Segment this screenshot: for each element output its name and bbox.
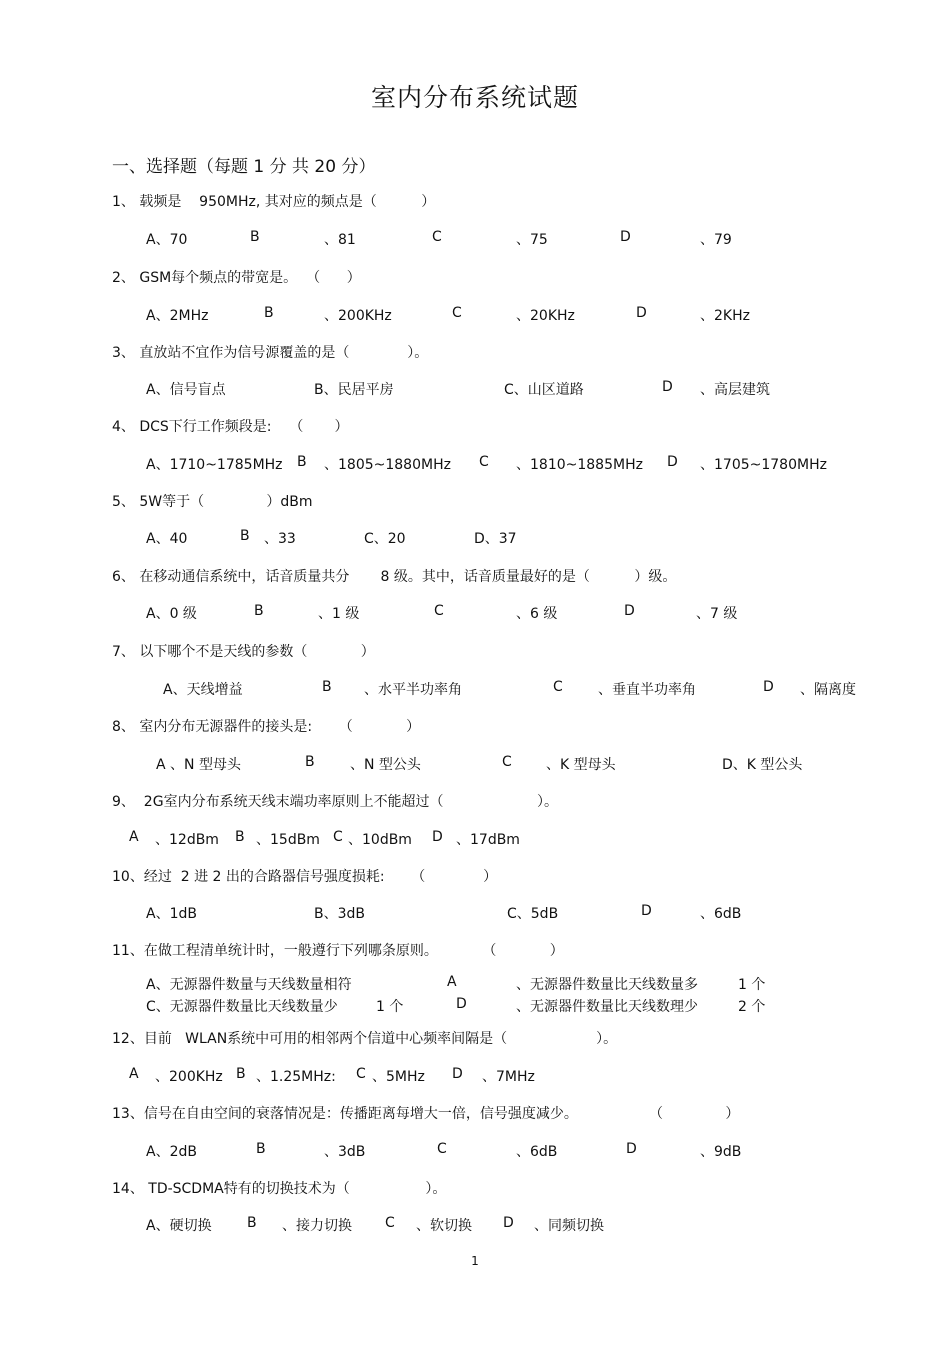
option: B、民居平房 — [314, 382, 394, 398]
option: 、水平半功率角 — [364, 682, 462, 698]
option: A、天线增益 — [163, 682, 243, 698]
option: 、3dB — [324, 1144, 366, 1160]
option: A — [129, 1066, 139, 1082]
option: C — [479, 454, 489, 470]
option: A、40 — [146, 531, 188, 547]
option: 、75 — [516, 232, 548, 248]
option: 、1.25MHz: — [256, 1069, 336, 1085]
option: A、2MHz — [146, 308, 209, 324]
option: 、33 — [264, 531, 296, 547]
option: C — [385, 1215, 395, 1231]
option: D — [763, 679, 774, 695]
question-text: 13、信号在自由空间的衰落情况是：传播距离每增大一倍，信号强度减少。 （ ） — [112, 1106, 740, 1122]
option: A、信号盲点 — [146, 382, 226, 398]
option: D、K 型公头 — [722, 757, 803, 773]
question-text: 3、 直放站不宜作为信号源覆盖的是（ ）。 — [112, 345, 429, 361]
option: B — [305, 754, 315, 770]
option: B — [250, 229, 260, 245]
option: C — [432, 229, 442, 245]
option: 、无源器件数量比天线数量多 — [516, 977, 698, 993]
option: 、1810~1885MHz — [516, 457, 643, 473]
section-heading: 一、选择题（每题 1 分 共 20 分） — [112, 157, 376, 177]
question-text: 7、 以下哪个不是天线的参数（ ） — [112, 644, 375, 660]
option: 、79 — [700, 232, 732, 248]
option: 、1805~1880MHz — [324, 457, 451, 473]
option: D — [503, 1215, 514, 1231]
option: A — [447, 974, 457, 990]
option: 、隔离度 — [800, 682, 856, 698]
option: 、K 型母头 — [546, 757, 616, 773]
option: 1 个 — [738, 977, 766, 993]
option: 、5MHz — [372, 1069, 425, 1085]
option: 、同频切换 — [534, 1218, 604, 1234]
option: B — [322, 679, 332, 695]
question-text: 9、 2G室内分布系统天线末端功率原则上不能超过（ ）。 — [112, 794, 559, 810]
option: 、17dBm — [456, 832, 520, 848]
option: D — [636, 305, 647, 321]
question-text: 10、经过 2 进 2 出的合路器信号强度损耗: （ ） — [112, 869, 498, 885]
option: 、6dB — [700, 906, 742, 922]
question-text: 2、 GSM每个频点的带宽是。 （ ） — [112, 270, 361, 286]
option: 、6dB — [516, 1144, 558, 1160]
option: C、无源器件数量比天线数量少 — [146, 999, 338, 1015]
option: 、81 — [324, 232, 356, 248]
option: D — [667, 454, 678, 470]
option: A、无源器件数量与天线数量相符 — [146, 977, 352, 993]
option: D — [641, 903, 652, 919]
option: C — [553, 679, 563, 695]
question-text: 12、目前 WLAN系统中可用的相邻两个信道中心频率间隔是（ ）。 — [112, 1031, 618, 1047]
option: C — [502, 754, 512, 770]
option: C — [452, 305, 462, 321]
option: B — [240, 528, 250, 544]
option: 、垂直半功率角 — [598, 682, 696, 698]
option: B — [256, 1141, 266, 1157]
option: B — [264, 305, 274, 321]
option: 2 个 — [738, 999, 766, 1015]
option: D — [452, 1066, 463, 1082]
option: 、20KHz — [516, 308, 575, 324]
option: D — [624, 603, 635, 619]
option: B — [236, 1066, 246, 1082]
option: D — [626, 1141, 637, 1157]
option: A、0 级 — [146, 606, 197, 622]
option: 、7MHz — [482, 1069, 535, 1085]
option: 、9dB — [700, 1144, 742, 1160]
option: A、1710~1785MHz — [146, 457, 283, 473]
option: 、1705~1780MHz — [700, 457, 827, 473]
option: 、200KHz — [155, 1069, 223, 1085]
option: A 、N 型母头 — [156, 757, 241, 773]
option: 、软切换 — [416, 1218, 472, 1234]
option: C、5dB — [507, 906, 559, 922]
option: 1 个 — [376, 999, 404, 1015]
option: A — [129, 829, 139, 845]
option: D — [620, 229, 631, 245]
option: D — [456, 996, 467, 1012]
option: A、硬切换 — [146, 1218, 212, 1234]
question-text: 4、 DCS下行工作频段是: （ ） — [112, 419, 349, 435]
option: D — [432, 829, 443, 845]
option: 、200KHz — [324, 308, 392, 324]
option: 、无源器件数量比天线数理少 — [516, 999, 698, 1015]
option: A、70 — [146, 232, 188, 248]
option: C — [333, 829, 343, 845]
option: C — [437, 1141, 447, 1157]
option: 、N 型公头 — [350, 757, 421, 773]
option: C、山区道路 — [504, 382, 584, 398]
option: 、12dBm — [155, 832, 219, 848]
question-text: 11、在做工程清单统计时，一般遵行下列哪条原则。 （ ） — [112, 943, 564, 959]
option: A、1dB — [146, 906, 197, 922]
option: 、6 级 — [516, 606, 558, 622]
option: 、7 级 — [696, 606, 738, 622]
page-number: 1 — [471, 1254, 479, 1268]
option: B — [247, 1215, 257, 1231]
question-text: 6、 在移动通信系统中，话音质量共分 8 级。其中，话音质量最好的是（ ）级。 — [112, 569, 677, 585]
question-text: 1、 载频是 950MHz, 其对应的频点是（ ） — [112, 194, 436, 210]
option: B — [297, 454, 307, 470]
page-title: 室内分布系统试题 — [370, 83, 579, 112]
option: 、接力切换 — [282, 1218, 352, 1234]
option: 、高层建筑 — [700, 382, 770, 398]
option: C — [434, 603, 444, 619]
option: 、10dBm — [348, 832, 412, 848]
option: 、1 级 — [318, 606, 360, 622]
option: C、20 — [364, 531, 406, 547]
option: A、2dB — [146, 1144, 197, 1160]
option: 、2KHz — [700, 308, 750, 324]
option: B、3dB — [314, 906, 366, 922]
option: D、37 — [474, 531, 517, 547]
question-text: 8、 室内分布无源器件的接头是: （ ） — [112, 719, 421, 735]
option: C — [356, 1066, 366, 1082]
option: B — [235, 829, 245, 845]
question-text: 14、 TD-SCDMA特有的切换技术为（ ）。 — [112, 1181, 447, 1197]
option: D — [662, 379, 673, 395]
question-text: 5、 5W等于（ ）dBm — [112, 494, 313, 510]
option: B — [254, 603, 264, 619]
option: 、15dBm — [256, 832, 320, 848]
